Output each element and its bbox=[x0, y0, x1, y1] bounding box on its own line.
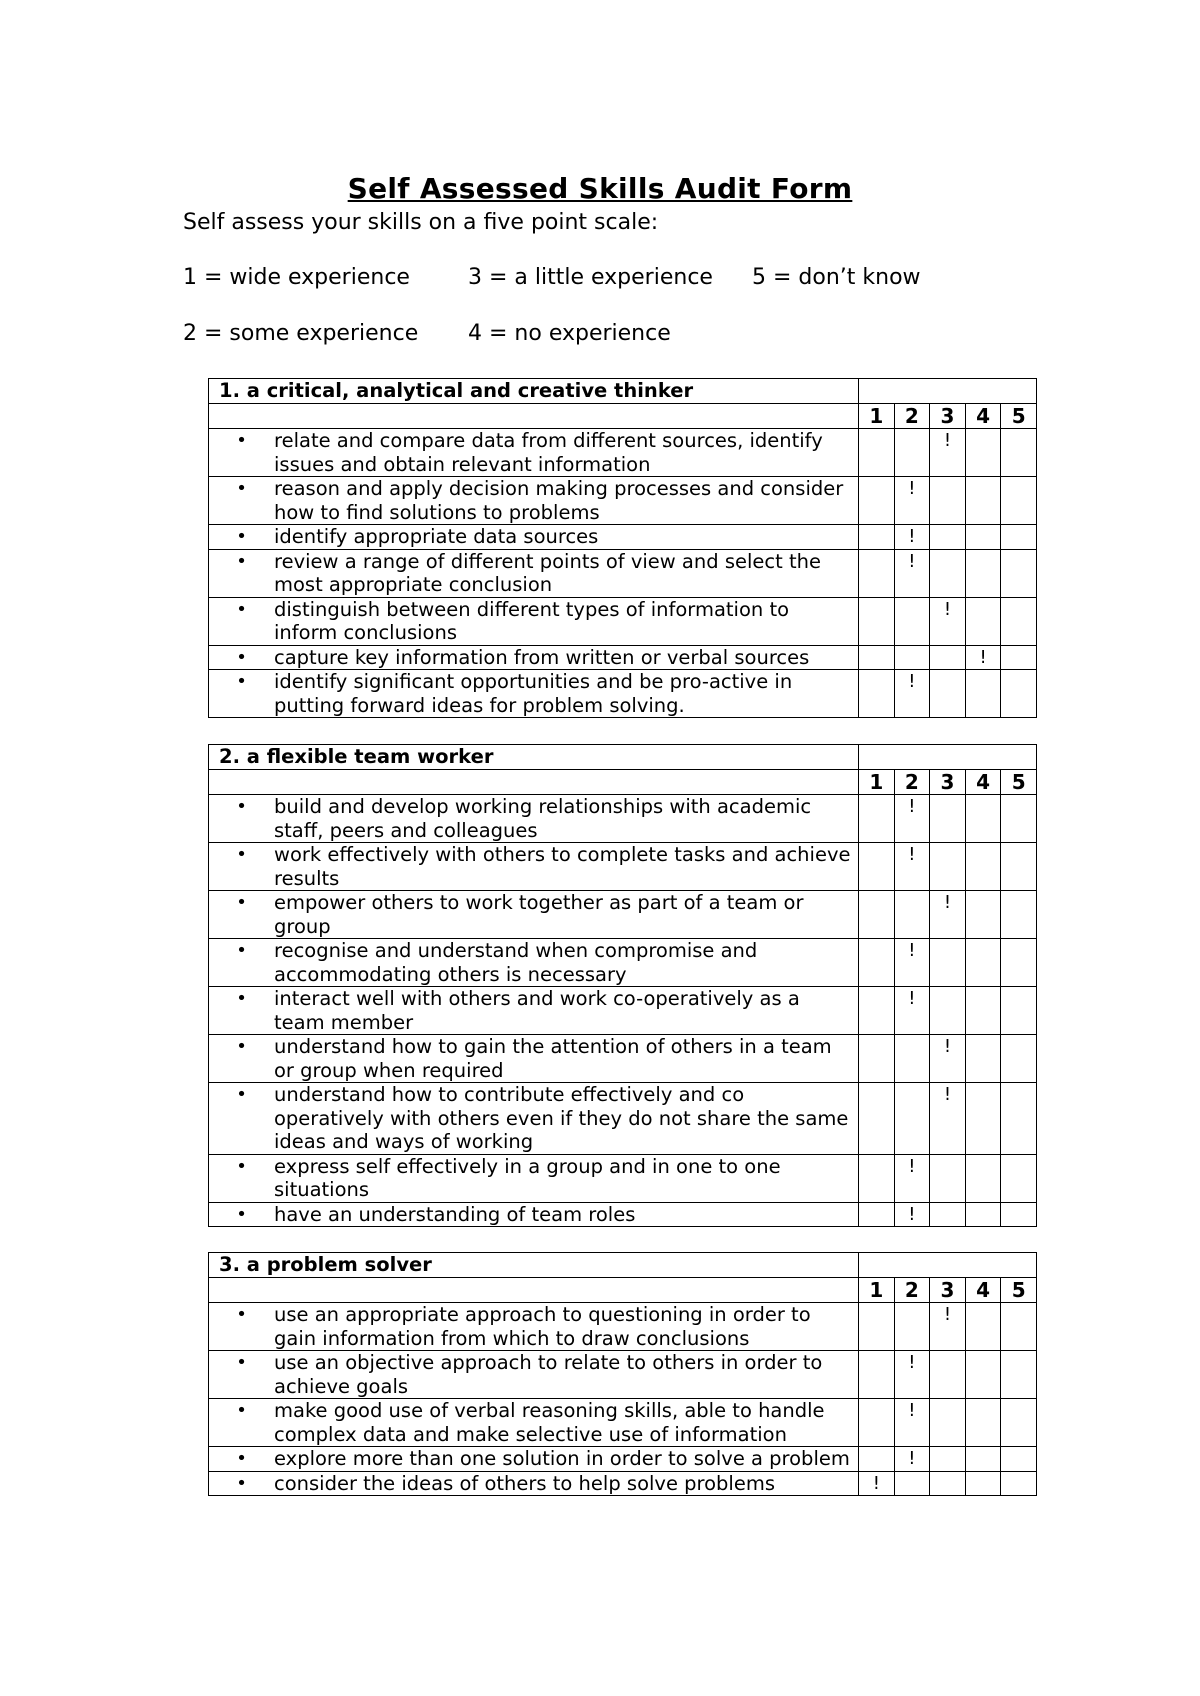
rating-mark: ! bbox=[908, 550, 916, 572]
bullet-icon: • bbox=[236, 1304, 247, 1325]
scale-header-3: 3 bbox=[930, 404, 966, 429]
rating-cell-4[interactable] bbox=[965, 1154, 1001, 1202]
skill-text: work effectively with others to complete tasks and achieve results bbox=[274, 843, 851, 890]
skill-text: express self effectively in a group and in one to one situations bbox=[274, 1154, 781, 1201]
section-title: 1. a critical, analytical and creative thinker bbox=[209, 379, 859, 404]
rating-cell-5[interactable] bbox=[1001, 1303, 1037, 1351]
bullet-icon: • bbox=[236, 526, 247, 547]
rating-cell-3[interactable] bbox=[930, 429, 966, 477]
rating-cell-4[interactable] bbox=[965, 597, 1001, 645]
rating-cell-5[interactable] bbox=[1001, 1351, 1037, 1399]
skill-text: consider the ideas of others to help solve problems bbox=[274, 1471, 775, 1495]
rating-mark: ! bbox=[908, 478, 916, 499]
skill-description-cell bbox=[209, 477, 859, 525]
rating-cell-3[interactable] bbox=[930, 795, 966, 843]
rating-cell-2[interactable] bbox=[894, 549, 930, 597]
rating-cell-3[interactable] bbox=[930, 1202, 966, 1227]
rating-mark: ! bbox=[943, 598, 952, 620]
rating-cell-4[interactable] bbox=[965, 1083, 1001, 1155]
rating-cell-4[interactable] bbox=[965, 1399, 1001, 1447]
rating-cell-4[interactable] bbox=[965, 549, 1001, 597]
skill-description-cell bbox=[209, 1035, 859, 1083]
scale-header-2: 2 bbox=[894, 770, 930, 795]
rating-cell-5[interactable] bbox=[1001, 1083, 1037, 1155]
rating-cell-3[interactable] bbox=[930, 1447, 966, 1472]
rating-cell-4[interactable] bbox=[965, 795, 1001, 843]
rating-cell-2[interactable] bbox=[894, 1154, 930, 1202]
rating-cell-1[interactable] bbox=[859, 645, 895, 670]
form-subtitle: Self assess your skills on a five point scale: bbox=[183, 210, 659, 235]
skill-description-cell bbox=[209, 987, 859, 1035]
bullet-icon: • bbox=[236, 988, 247, 1009]
rating-cell-4[interactable] bbox=[965, 939, 1001, 987]
scale-header-3: 3 bbox=[930, 770, 966, 795]
rating-cell-3[interactable] bbox=[930, 1154, 966, 1202]
scale-header-row bbox=[209, 404, 1037, 429]
rating-mark: ! bbox=[908, 671, 916, 692]
skill-row bbox=[209, 1083, 1037, 1155]
rating-cell-4[interactable] bbox=[965, 1351, 1001, 1399]
skill-text: review a range of different points of view and select the most appropriate conclusion bbox=[274, 549, 821, 596]
bullet-icon: • bbox=[236, 1400, 247, 1421]
rating-cell-4[interactable] bbox=[965, 843, 1001, 891]
section-title-row bbox=[209, 745, 1037, 770]
rating-cell-1[interactable] bbox=[859, 549, 895, 597]
skill-text: capture key information from written or verbal sources bbox=[274, 645, 810, 669]
skill-text: make good use of verbal reasoning skills, able to handle complex data and make selective use of information bbox=[274, 1399, 825, 1446]
bullet-icon: • bbox=[236, 1448, 247, 1469]
rating-cell-2[interactable] bbox=[894, 1202, 930, 1227]
bullet-icon: • bbox=[236, 892, 247, 913]
rating-cell-4[interactable] bbox=[965, 1035, 1001, 1083]
rating-mark: ! bbox=[908, 1400, 916, 1421]
skill-text: use an appropriate approach to questioning in order to gain information from which to draw conclusions bbox=[274, 1303, 811, 1350]
rating-cell-3[interactable] bbox=[930, 987, 966, 1035]
rating-cell-4[interactable] bbox=[965, 429, 1001, 477]
rating-cell-1[interactable] bbox=[859, 795, 895, 843]
rating-mark: ! bbox=[943, 1036, 952, 1057]
rating-cell-5[interactable] bbox=[1001, 525, 1037, 550]
rating-cell-1[interactable] bbox=[859, 1399, 895, 1447]
bullet-icon: • bbox=[236, 478, 247, 499]
bullet-icon: • bbox=[236, 940, 247, 961]
scale-header-blank-cell bbox=[209, 1278, 859, 1303]
section-title: 3. a problem solver bbox=[209, 1253, 859, 1278]
rating-cell-2[interactable] bbox=[894, 1083, 930, 1155]
skill-description-cell bbox=[209, 1303, 859, 1351]
rating-mark: ! bbox=[943, 1084, 952, 1105]
skill-description-cell bbox=[209, 1447, 859, 1472]
rating-cell-4[interactable] bbox=[965, 525, 1001, 550]
skill-row bbox=[209, 477, 1037, 525]
skill-description-cell bbox=[209, 525, 859, 550]
scale-header-2: 2 bbox=[894, 404, 930, 429]
skill-text: interact well with others and work co-operatively as a team member bbox=[274, 987, 800, 1034]
section-title-row bbox=[209, 1253, 1037, 1278]
rating-cell-1[interactable] bbox=[859, 891, 895, 939]
rating-mark: ! bbox=[908, 796, 916, 817]
skill-text: identify appropriate data sources bbox=[274, 525, 599, 548]
skill-description-cell bbox=[209, 670, 859, 718]
bullet-icon: • bbox=[236, 646, 247, 668]
bullet-icon: • bbox=[236, 1155, 247, 1177]
scale-header-1: 1 bbox=[859, 770, 895, 795]
rating-cell-1[interactable] bbox=[859, 1471, 895, 1496]
rating-cell-5[interactable] bbox=[1001, 670, 1037, 718]
skill-row bbox=[209, 597, 1037, 645]
scale-header-4: 4 bbox=[965, 404, 1001, 429]
rating-cell-5[interactable] bbox=[1001, 477, 1037, 525]
rating-cell-3[interactable] bbox=[930, 477, 966, 525]
skills-table-section-1 bbox=[208, 378, 1037, 718]
rating-cell-3[interactable] bbox=[930, 843, 966, 891]
rating-cell-1[interactable] bbox=[859, 1303, 895, 1351]
rating-cell-2[interactable] bbox=[894, 1351, 930, 1399]
form-title: Self Assessed Skills Audit Form bbox=[347, 172, 853, 205]
rating-cell-3[interactable] bbox=[930, 597, 966, 645]
rating-mark: ! bbox=[943, 430, 952, 451]
rating-cell-2[interactable] bbox=[894, 987, 930, 1035]
skill-text: relate and compare data from different sources, identify issues and obtain relevant information bbox=[274, 429, 823, 476]
bullet-icon: • bbox=[236, 796, 247, 817]
rating-mark: ! bbox=[908, 1203, 916, 1225]
section-title-blank-cell bbox=[859, 379, 1037, 404]
rating-cell-5[interactable] bbox=[1001, 1399, 1037, 1447]
scale-header-3: 3 bbox=[930, 1278, 966, 1303]
rating-cell-5[interactable] bbox=[1001, 1471, 1037, 1496]
rating-cell-1[interactable] bbox=[859, 670, 895, 718]
skill-row bbox=[209, 1035, 1037, 1083]
scale-header-row bbox=[209, 770, 1037, 795]
rating-cell-3[interactable] bbox=[930, 525, 966, 550]
skill-text: reason and apply decision making processes and consider how to find solutions to problems bbox=[274, 477, 844, 524]
rating-cell-4[interactable] bbox=[965, 645, 1001, 670]
skill-text: distinguish between different types of information to inform conclusions bbox=[274, 597, 790, 644]
bullet-icon: • bbox=[236, 1203, 247, 1225]
scale-header-4: 4 bbox=[965, 770, 1001, 795]
rating-cell-1[interactable] bbox=[859, 987, 895, 1035]
rating-cell-3[interactable] bbox=[930, 1035, 966, 1083]
skill-text: understand how to gain the attention of others in a team or group when required bbox=[274, 1035, 832, 1082]
rating-cell-4[interactable] bbox=[965, 477, 1001, 525]
rating-cell-5[interactable] bbox=[1001, 645, 1037, 670]
skill-description-cell bbox=[209, 891, 859, 939]
skill-row bbox=[209, 939, 1037, 987]
rating-cell-5[interactable] bbox=[1001, 1202, 1037, 1227]
rating-cell-2[interactable] bbox=[894, 795, 930, 843]
rating-cell-5[interactable] bbox=[1001, 549, 1037, 597]
rating-cell-4[interactable] bbox=[965, 1303, 1001, 1351]
bullet-icon: • bbox=[236, 598, 247, 620]
skills-table-section-3 bbox=[208, 1252, 1037, 1496]
skill-description-cell bbox=[209, 843, 859, 891]
rating-cell-3[interactable] bbox=[930, 1351, 966, 1399]
rating-cell-4[interactable] bbox=[965, 987, 1001, 1035]
rating-cell-4[interactable] bbox=[965, 1202, 1001, 1227]
skill-description-cell bbox=[209, 1471, 859, 1496]
skill-description-cell bbox=[209, 939, 859, 987]
skill-row bbox=[209, 1399, 1037, 1447]
rating-cell-2[interactable] bbox=[894, 891, 930, 939]
rating-cell-5[interactable] bbox=[1001, 597, 1037, 645]
bullet-icon: • bbox=[236, 550, 247, 572]
rating-cell-2[interactable] bbox=[894, 645, 930, 670]
rating-cell-5[interactable] bbox=[1001, 429, 1037, 477]
rating-cell-1[interactable] bbox=[859, 1202, 895, 1227]
section-title-blank-cell bbox=[859, 1253, 1037, 1278]
rating-cell-2[interactable] bbox=[894, 477, 930, 525]
rating-cell-1[interactable] bbox=[859, 1035, 895, 1083]
section-title-blank-cell bbox=[859, 745, 1037, 770]
bullet-icon: • bbox=[236, 430, 247, 451]
rating-cell-1[interactable] bbox=[859, 525, 895, 550]
rating-cell-1[interactable] bbox=[859, 1154, 895, 1202]
skill-description-cell bbox=[209, 1399, 859, 1447]
bullet-icon: • bbox=[236, 1084, 247, 1105]
rating-cell-3[interactable] bbox=[930, 645, 966, 670]
skill-description-cell bbox=[209, 795, 859, 843]
rating-cell-3[interactable] bbox=[930, 939, 966, 987]
rating-cell-5[interactable] bbox=[1001, 987, 1037, 1035]
rating-cell-1[interactable] bbox=[859, 843, 895, 891]
rating-cell-2[interactable] bbox=[894, 1447, 930, 1472]
rating-cell-2[interactable] bbox=[894, 1471, 930, 1496]
skill-description-cell bbox=[209, 1083, 859, 1155]
scale-header-5: 5 bbox=[1001, 404, 1037, 429]
scale-header-1: 1 bbox=[859, 404, 895, 429]
rating-mark: ! bbox=[908, 940, 916, 961]
rating-mark: ! bbox=[908, 844, 916, 865]
skill-row bbox=[209, 795, 1037, 843]
rating-cell-4[interactable] bbox=[965, 670, 1001, 718]
rating-cell-3[interactable] bbox=[930, 1471, 966, 1496]
rating-cell-1[interactable] bbox=[859, 1083, 895, 1155]
rating-cell-4[interactable] bbox=[965, 1471, 1001, 1496]
bullet-icon: • bbox=[236, 1036, 247, 1057]
skills-table-section-2 bbox=[208, 744, 1037, 1227]
bullet-icon: • bbox=[236, 671, 247, 692]
rating-cell-5[interactable] bbox=[1001, 795, 1037, 843]
skill-text: understand how to contribute effectively and co operatively with others even if they do not share the same ideas and ways of working bbox=[274, 1083, 849, 1153]
skill-description-cell bbox=[209, 549, 859, 597]
rating-mark: ! bbox=[908, 988, 916, 1009]
section-title-row bbox=[209, 379, 1037, 404]
rating-mark: ! bbox=[908, 1448, 916, 1469]
skill-text: recognise and understand when compromise and accommodating others is necessary bbox=[274, 939, 758, 986]
rating-cell-3[interactable] bbox=[930, 670, 966, 718]
skill-row bbox=[209, 670, 1037, 718]
rating-cell-1[interactable] bbox=[859, 939, 895, 987]
legend-scale-3: 3 = a little experience bbox=[468, 265, 713, 290]
rating-cell-5[interactable] bbox=[1001, 1154, 1037, 1202]
rating-mark: ! bbox=[872, 1472, 880, 1494]
skill-row bbox=[209, 1202, 1037, 1227]
rating-cell-5[interactable] bbox=[1001, 843, 1037, 891]
rating-cell-5[interactable] bbox=[1001, 1447, 1037, 1472]
rating-cell-2[interactable] bbox=[894, 843, 930, 891]
skill-text: empower others to work together as part of a team or group bbox=[274, 891, 804, 938]
rating-cell-3[interactable] bbox=[930, 1083, 966, 1155]
skill-row bbox=[209, 1154, 1037, 1202]
skill-row bbox=[209, 645, 1037, 670]
skill-description-cell bbox=[209, 597, 859, 645]
legend-scale-4: 4 = no experience bbox=[468, 321, 671, 346]
skill-description-cell bbox=[209, 1202, 859, 1227]
bullet-icon: • bbox=[236, 844, 247, 865]
skill-text: use an objective approach to relate to others in order to achieve goals bbox=[274, 1351, 823, 1398]
rating-cell-2[interactable] bbox=[894, 429, 930, 477]
skill-text: explore more than one solution in order to solve a problem bbox=[274, 1447, 850, 1470]
skill-row bbox=[209, 891, 1037, 939]
skill-description-cell bbox=[209, 429, 859, 477]
rating-cell-4[interactable] bbox=[965, 891, 1001, 939]
rating-mark: ! bbox=[943, 892, 952, 913]
rating-cell-5[interactable] bbox=[1001, 1035, 1037, 1083]
skill-description-cell bbox=[209, 1154, 859, 1202]
skill-row bbox=[209, 1303, 1037, 1351]
skill-description-cell bbox=[209, 645, 859, 670]
skill-text: have an understanding of team roles bbox=[274, 1202, 636, 1226]
skill-text: identify significant opportunities and be pro-active in putting forward ideas for problem solving. bbox=[274, 670, 793, 717]
rating-cell-4[interactable] bbox=[965, 1447, 1001, 1472]
scale-header-blank-cell bbox=[209, 404, 859, 429]
rating-cell-2[interactable] bbox=[894, 597, 930, 645]
rating-cell-2[interactable] bbox=[894, 939, 930, 987]
skill-row bbox=[209, 549, 1037, 597]
skill-row bbox=[209, 429, 1037, 477]
skill-row bbox=[209, 1471, 1037, 1496]
scale-header-2: 2 bbox=[894, 1278, 930, 1303]
rating-cell-3[interactable] bbox=[930, 549, 966, 597]
rating-cell-2[interactable] bbox=[894, 670, 930, 718]
skill-row bbox=[209, 843, 1037, 891]
scale-header-1: 1 bbox=[859, 1278, 895, 1303]
rating-cell-2[interactable] bbox=[894, 1399, 930, 1447]
rating-cell-2[interactable] bbox=[894, 1303, 930, 1351]
rating-cell-3[interactable] bbox=[930, 1399, 966, 1447]
scale-header-5: 5 bbox=[1001, 1278, 1037, 1303]
skill-text: build and develop working relationships with academic staff, peers and colleagues bbox=[274, 795, 812, 842]
rating-cell-3[interactable] bbox=[930, 1303, 966, 1351]
rating-mark: ! bbox=[979, 646, 987, 668]
scale-header-4: 4 bbox=[965, 1278, 1001, 1303]
scale-header-5: 5 bbox=[1001, 770, 1037, 795]
legend-scale-2: 2 = some experience bbox=[183, 321, 419, 346]
rating-cell-1[interactable] bbox=[859, 477, 895, 525]
section-title: 2. a flexible team worker bbox=[209, 745, 859, 770]
rating-mark: ! bbox=[908, 1352, 916, 1373]
rating-mark: ! bbox=[908, 526, 916, 547]
skill-description-cell bbox=[209, 1351, 859, 1399]
rating-cell-2[interactable] bbox=[894, 1035, 930, 1083]
scale-header-blank-cell bbox=[209, 770, 859, 795]
rating-mark: ! bbox=[908, 1155, 916, 1177]
legend-scale-5: 5 = don’t know bbox=[752, 265, 921, 290]
scale-header-row bbox=[209, 1278, 1037, 1303]
rating-cell-3[interactable] bbox=[930, 891, 966, 939]
bullet-icon: • bbox=[236, 1472, 247, 1494]
skill-row bbox=[209, 1351, 1037, 1399]
rating-cell-1[interactable] bbox=[859, 597, 895, 645]
rating-cell-1[interactable] bbox=[859, 1351, 895, 1399]
rating-cell-2[interactable] bbox=[894, 525, 930, 550]
rating-mark: ! bbox=[943, 1304, 952, 1325]
bullet-icon: • bbox=[236, 1352, 247, 1373]
legend-scale-1: 1 = wide experience bbox=[183, 265, 410, 290]
rating-cell-1[interactable] bbox=[859, 429, 895, 477]
skill-row bbox=[209, 525, 1037, 550]
skill-row bbox=[209, 987, 1037, 1035]
rating-cell-5[interactable] bbox=[1001, 891, 1037, 939]
rating-cell-1[interactable] bbox=[859, 1447, 895, 1472]
skill-row bbox=[209, 1447, 1037, 1472]
rating-cell-5[interactable] bbox=[1001, 939, 1037, 987]
